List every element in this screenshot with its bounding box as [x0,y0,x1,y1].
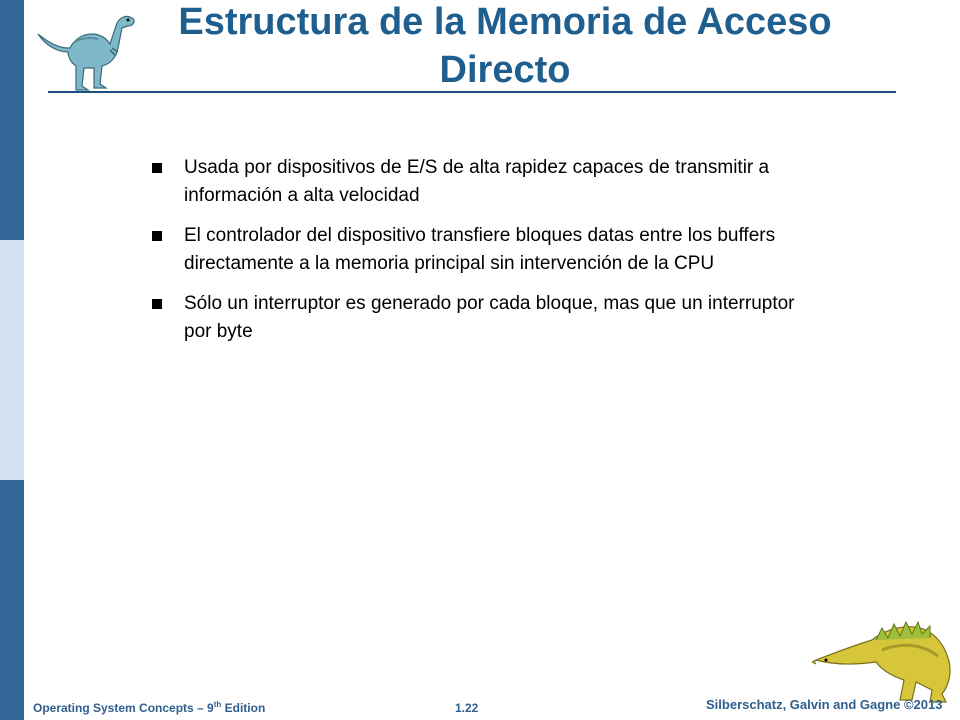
bullet-square-icon [152,231,162,241]
slide-title: Estructura de la Memoria de Acceso Directo [178,1,832,91]
footer-book-title-text: Operating System Concepts – 9 [33,701,214,715]
bullet-text: El controlador del dispositivo transfiere bloques datas entre los buffers directamente a la memoria principal sin intervención de la CPU [184,225,776,274]
bullet-list [150,154,800,358]
bullet-square-icon [152,299,162,309]
footer-book-title [33,700,265,715]
dinosaur-icon-bottom [812,610,960,706]
sidebar-segment-middle [0,240,24,480]
left-sidebar-bar [0,0,24,720]
footer-authors: Silberschatz, Galvin and Gagne ©2013 [706,697,943,712]
title-underline [48,91,896,93]
footer-edition-text: Edition [221,701,266,715]
bullet-item [150,222,800,278]
bullet-item [150,290,800,346]
bullet-text: Sólo un interruptor es generado por cada bloque, mas que un interruptor por byte [184,293,795,342]
sidebar-segment-top [0,0,24,240]
sidebar-segment-bottom [0,480,24,720]
footer-page-number: 1.22 [455,701,479,715]
bullet-square-icon [152,163,162,173]
bullet-text: Usada por dispositivos de E/S de alta rapidez capaces de transmitir a información a alta velocidad [184,157,770,206]
bullet-item [150,154,800,210]
footer-edition-superscript: th [213,700,222,709]
